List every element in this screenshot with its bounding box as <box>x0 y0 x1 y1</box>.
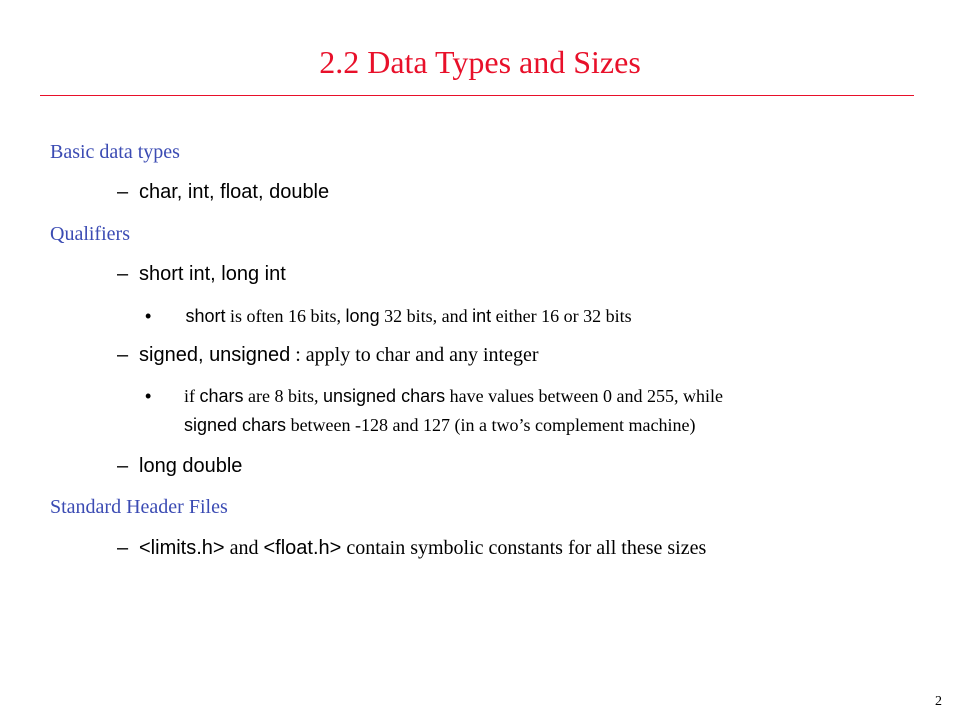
dash-marker: – <box>117 263 129 285</box>
text-fragment: is often 16 bits, <box>225 306 346 326</box>
slide-title: 2.2 Data Types and Sizes <box>319 44 641 80</box>
list-item-basic-types: char, int, float, double <box>139 181 330 203</box>
keyword-long: long <box>345 306 380 326</box>
section-heading-standard-headers: Standard Header Files <box>50 496 228 518</box>
section-heading-basic-types: Basic data types <box>50 141 180 163</box>
keyword-short: short <box>185 306 226 326</box>
list-item-header-files <box>139 536 706 560</box>
keyword-signed: signed <box>139 344 198 366</box>
keyword-unsigned-chars: unsigned chars <box>323 386 446 406</box>
text-fragment: between -128 and 127 (in a two’s complement machine) <box>286 415 696 435</box>
list-item-short-long: short int, long int <box>139 263 286 285</box>
section-heading-qualifiers: Qualifiers <box>50 223 130 245</box>
dash-marker: – <box>117 181 129 203</box>
text-fragment: and <box>224 537 264 559</box>
text-fragment: have values between 0 and 255, while <box>445 386 724 406</box>
keyword-chars: chars <box>199 386 244 406</box>
text-fragment: , <box>197 344 210 366</box>
keyword-unsigned: unsigned <box>209 344 291 366</box>
keyword-int: int <box>472 306 492 326</box>
sub-item-sizes <box>184 305 632 327</box>
dash-marker: – <box>117 455 129 477</box>
header-float: <float.h> <box>263 537 342 559</box>
sub-item-char-range-line2 <box>184 414 695 436</box>
title-divider <box>40 95 914 96</box>
text-fragment: if <box>184 386 200 406</box>
text-fragment: either 16 or 32 bits <box>491 306 632 326</box>
list-item-long-double: long double <box>139 455 243 477</box>
text-fragment: : apply to char and any integer <box>290 344 539 366</box>
sub-item-char-range-line1 <box>184 385 723 407</box>
bullet-marker: • <box>145 306 152 326</box>
keyword-signed-chars: signed chars <box>184 415 287 435</box>
text-fragment: contain symbolic constants for all these sizes <box>341 537 707 559</box>
dash-marker: – <box>117 537 129 559</box>
dash-marker: – <box>117 344 129 366</box>
list-item-signed-unsigned <box>139 343 539 367</box>
bullet-marker: • <box>145 386 152 406</box>
text-fragment: 32 bits, and <box>379 306 473 326</box>
page-number: 2 <box>935 694 942 709</box>
text-fragment: are 8 bits, <box>243 386 323 406</box>
header-limits: <limits.h> <box>139 537 225 559</box>
